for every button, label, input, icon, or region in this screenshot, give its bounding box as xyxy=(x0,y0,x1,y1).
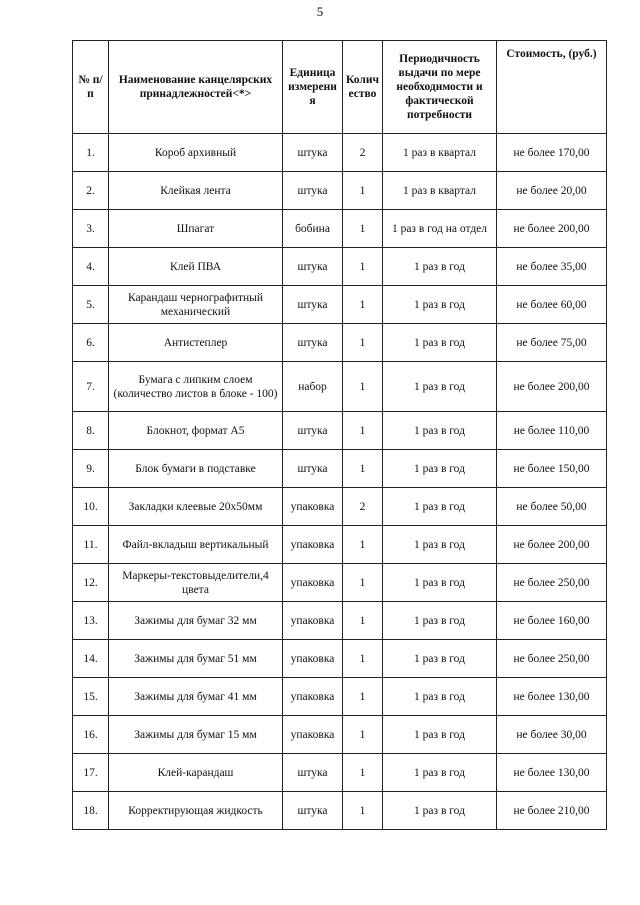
cell-qty: 1 xyxy=(343,248,383,286)
header-period: Периодичность выдачи по мере необходимости и фактической потребности xyxy=(383,41,497,134)
cell-unit: штука xyxy=(283,248,343,286)
cell-period: 1 раз в год xyxy=(383,754,497,792)
cell-qty: 1 xyxy=(343,678,383,716)
cell-unit: упаковка xyxy=(283,640,343,678)
cell-qty: 1 xyxy=(343,564,383,602)
cell-unit: упаковка xyxy=(283,716,343,754)
cell-num: 5. xyxy=(73,286,109,324)
cell-period: 1 раз в квартал xyxy=(383,172,497,210)
cell-unit: штука xyxy=(283,134,343,172)
cell-qty: 1 xyxy=(343,602,383,640)
page-number: 5 xyxy=(316,4,324,19)
cell-cost: не более 75,00 xyxy=(497,324,607,362)
cell-unit: упаковка xyxy=(283,526,343,564)
cell-name: Клей-карандаш xyxy=(109,754,283,792)
cell-unit: бобина xyxy=(283,210,343,248)
cell-num: 12. xyxy=(73,564,109,602)
cell-num: 6. xyxy=(73,324,109,362)
cell-name: Короб архивный xyxy=(109,134,283,172)
cell-unit: штука xyxy=(283,450,343,488)
cell-period: 1 раз в год xyxy=(383,678,497,716)
cell-qty: 1 xyxy=(343,792,383,830)
cell-period: 1 раз в год xyxy=(383,248,497,286)
cell-cost: не более 130,00 xyxy=(497,678,607,716)
cell-cost: не более 35,00 xyxy=(497,248,607,286)
cell-cost: не более 250,00 xyxy=(497,640,607,678)
cell-period: 1 раз в год xyxy=(383,526,497,564)
cell-name: Зажимы для бумаг 51 мм xyxy=(109,640,283,678)
cell-unit: штука xyxy=(283,792,343,830)
table-row xyxy=(73,526,607,564)
cell-name: Шпагат xyxy=(109,210,283,248)
cell-qty: 1 xyxy=(343,324,383,362)
cell-period: 1 раз в год на отдел xyxy=(383,210,497,248)
cell-period: 1 раз в год xyxy=(383,412,497,450)
cell-period: 1 раз в год xyxy=(383,602,497,640)
cell-period: 1 раз в год xyxy=(383,716,497,754)
cell-qty: 2 xyxy=(343,488,383,526)
table-row xyxy=(73,210,607,248)
cell-qty: 1 xyxy=(343,286,383,324)
cell-num: 4. xyxy=(73,248,109,286)
cell-period: 1 раз в год xyxy=(383,286,497,324)
cell-name: Зажимы для бумаг 41 мм xyxy=(109,678,283,716)
cell-num: 11. xyxy=(73,526,109,564)
cell-cost: не более 60,00 xyxy=(497,286,607,324)
cell-cost: не более 30,00 xyxy=(497,716,607,754)
cell-name: Карандаш чернографитный механический xyxy=(109,286,283,324)
table-row xyxy=(73,172,607,210)
table-row xyxy=(73,450,607,488)
header-qty: Количество xyxy=(343,41,383,134)
cell-cost: не более 200,00 xyxy=(497,362,607,412)
cell-cost: не более 20,00 xyxy=(497,172,607,210)
cell-num: 13. xyxy=(73,602,109,640)
table-row xyxy=(73,602,607,640)
header-unit: Единица измерения xyxy=(283,41,343,134)
cell-qty: 1 xyxy=(343,450,383,488)
cell-unit: набор xyxy=(283,362,343,412)
cell-name: Закладки клеевые 20х50мм xyxy=(109,488,283,526)
cell-period: 1 раз в год xyxy=(383,362,497,412)
table-row xyxy=(73,324,607,362)
cell-qty: 1 xyxy=(343,716,383,754)
cell-name: Блок бумаги в подставке xyxy=(109,450,283,488)
cell-name: Зажимы для бумаг 32 мм xyxy=(109,602,283,640)
cell-cost: не более 150,00 xyxy=(497,450,607,488)
cell-num: 10. xyxy=(73,488,109,526)
cell-cost: не более 50,00 xyxy=(497,488,607,526)
table-row xyxy=(73,678,607,716)
cell-unit: упаковка xyxy=(283,678,343,716)
cell-unit: упаковка xyxy=(283,602,343,640)
table-row xyxy=(73,754,607,792)
table-row xyxy=(73,564,607,602)
cell-unit: штука xyxy=(283,412,343,450)
cell-num: 1. xyxy=(73,134,109,172)
header-name: Наименование канцелярских принадлежностей<*> xyxy=(109,41,283,134)
cell-num: 14. xyxy=(73,640,109,678)
cell-name: Маркеры-текстовыделители,4 цвета xyxy=(109,564,283,602)
cell-unit: штука xyxy=(283,172,343,210)
header-num: № п/п xyxy=(73,41,109,134)
cell-cost: не более 200,00 xyxy=(497,526,607,564)
cell-period: 1 раз в год xyxy=(383,564,497,602)
cell-period: 1 раз в год xyxy=(383,640,497,678)
cell-qty: 1 xyxy=(343,412,383,450)
cell-num: 9. xyxy=(73,450,109,488)
cell-unit: штука xyxy=(283,324,343,362)
cell-qty: 1 xyxy=(343,210,383,248)
cell-period: 1 раз в квартал xyxy=(383,134,497,172)
table-row xyxy=(73,134,607,172)
cell-cost: не более 210,00 xyxy=(497,792,607,830)
cell-qty: 1 xyxy=(343,754,383,792)
cell-unit: упаковка xyxy=(283,488,343,526)
cell-name: Корректирующая жидкость xyxy=(109,792,283,830)
cell-num: 8. xyxy=(73,412,109,450)
cell-cost: не более 200,00 xyxy=(497,210,607,248)
cell-period: 1 раз в год xyxy=(383,324,497,362)
cell-name: Зажимы для бумаг 15 мм xyxy=(109,716,283,754)
table-row xyxy=(73,792,607,830)
cell-num: 15. xyxy=(73,678,109,716)
cell-num: 7. xyxy=(73,362,109,412)
table-row xyxy=(73,286,607,324)
cell-name: Файл-вкладыш вертикальный xyxy=(109,526,283,564)
cell-qty: 1 xyxy=(343,640,383,678)
cell-qty: 2 xyxy=(343,134,383,172)
cell-name: Антистеплер xyxy=(109,324,283,362)
cell-name: Блокнот, формат А5 xyxy=(109,412,283,450)
table-row xyxy=(73,248,607,286)
cell-qty: 1 xyxy=(343,526,383,564)
table-body xyxy=(73,134,607,830)
cell-period: 1 раз в год xyxy=(383,792,497,830)
cell-num: 16. xyxy=(73,716,109,754)
cell-cost: не более 170,00 xyxy=(497,134,607,172)
cell-unit: штука xyxy=(283,754,343,792)
table-row xyxy=(73,362,607,412)
cell-num: 18. xyxy=(73,792,109,830)
cell-num: 2. xyxy=(73,172,109,210)
cell-num: 3. xyxy=(73,210,109,248)
table-row xyxy=(73,716,607,754)
table-row xyxy=(73,488,607,526)
cell-num: 17. xyxy=(73,754,109,792)
cell-unit: упаковка xyxy=(283,564,343,602)
cell-cost: не более 110,00 xyxy=(497,412,607,450)
cell-unit: штука xyxy=(283,286,343,324)
cell-period: 1 раз в год xyxy=(383,488,497,526)
header-cost: Стоимость, (руб.) xyxy=(497,41,607,134)
cell-name: Клей ПВА xyxy=(109,248,283,286)
table-row xyxy=(73,640,607,678)
cell-qty: 1 xyxy=(343,172,383,210)
cell-period: 1 раз в год xyxy=(383,450,497,488)
table-header-row xyxy=(73,41,607,134)
cell-name: Клейкая лента xyxy=(109,172,283,210)
cell-name: Бумага с липким слоем (количество листов в блоке - 100) xyxy=(109,362,283,412)
table-row xyxy=(73,412,607,450)
cell-cost: не более 130,00 xyxy=(497,754,607,792)
cell-qty: 1 xyxy=(343,362,383,412)
cell-cost: не более 250,00 xyxy=(497,564,607,602)
cell-cost: не более 160,00 xyxy=(497,602,607,640)
supplies-table xyxy=(72,40,607,830)
